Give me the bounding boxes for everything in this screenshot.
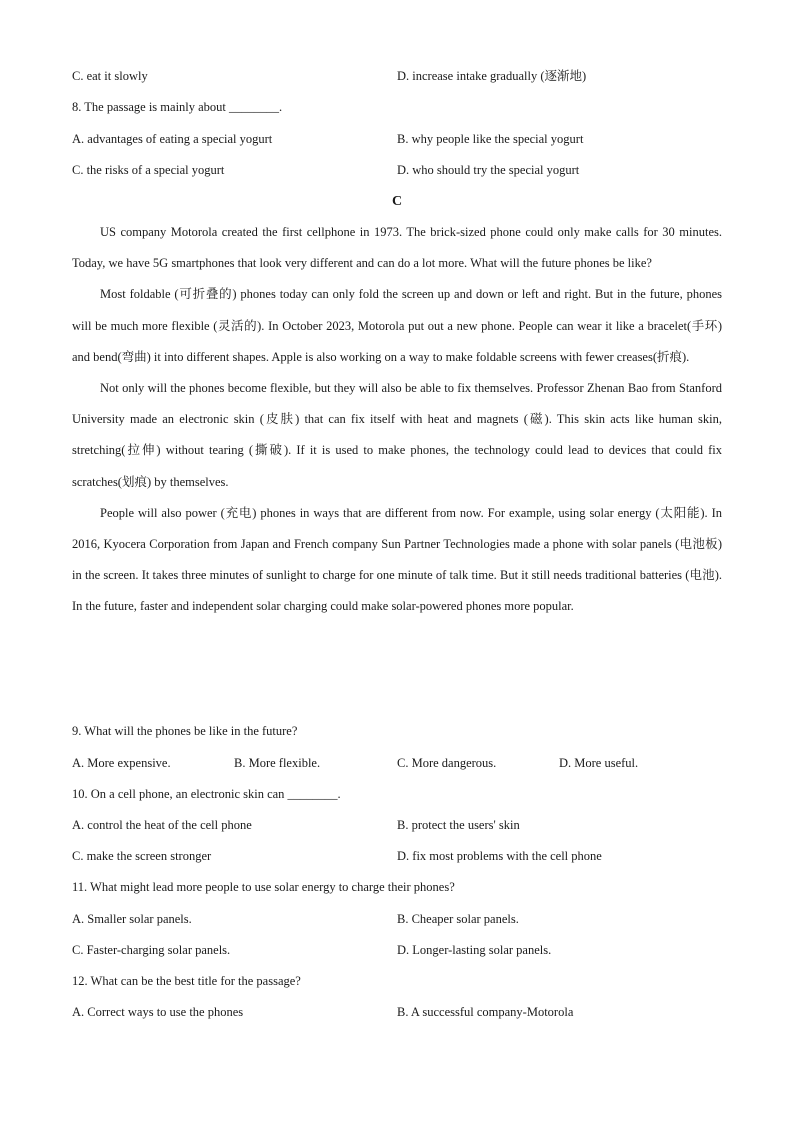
paragraph-4: People will also power (充电) phones in ways that are different from now. For example, using solar energy (太阳能). In 2016, Kyocera Corporation from Japan and French company Sun Partner Technologies made a phone with solar panels (电池板) in the screen. It takes three minutes of sunlight to charge for one minute of talk time. But it still needs traditional batteries (电池). In the future, faster and independent solar charging could make solar-powered phones more popular.	[72, 505, 722, 614]
q12-option-a: A. Correct ways to use the phones	[72, 1005, 244, 1019]
passage	[72, 217, 722, 623]
q8-option-d: D. who should try the special yogurt	[397, 163, 580, 177]
q10-stem: 10. On a cell phone, an electronic skin can ________.	[72, 787, 341, 801]
q10-option-b: B. protect the users' skin	[397, 818, 520, 832]
q7-option-c: C. eat it slowly	[72, 69, 148, 83]
q10-option-a: A. control the heat of the cell phone	[72, 818, 252, 832]
paragraph-1: US company Motorola created the first cellphone in 1973. The brick-sized phone could only make calls for 30 minutes. Today, we have 5G smartphones that look very different and can do a lot more. What will the future phones be like?	[72, 225, 722, 271]
q11-option-c: C. Faster-charging solar panels.	[72, 943, 231, 957]
paragraph-2: Most foldable (可折叠的) phones today can only fold the screen up and down or left and right. But in the future, phones will be much more flexible (灵活的). In October 2023, Motorola put out a new phone. People can wear it like a bracelet(手环) and bend(弯曲) it into different shapes. Apple is also working on a way to make foldable screens with fewer creases(折痕).	[72, 287, 722, 364]
q10-option-d: D. fix most problems with the cell phone	[397, 849, 602, 863]
q12-stem: 12. What can be the best title for the passage?	[72, 974, 301, 988]
q11-stem: 11. What might lead more people to use solar energy to charge their phones?	[72, 880, 455, 894]
q8-stem: 8. The passage is mainly about ________.	[72, 100, 283, 114]
q9-option-a: A. More expensive.	[72, 756, 171, 770]
q9-option-c: C. More dangerous.	[397, 756, 497, 770]
section-heading: C	[391, 194, 403, 209]
q9-stem: 9. What will the phones be like in the future?	[72, 724, 298, 738]
q8-option-c: C. the risks of a special yogurt	[72, 163, 225, 177]
q10-option-c: C. make the screen stronger	[72, 849, 212, 863]
q7-option-d: D. increase intake gradually (逐渐地)	[397, 69, 587, 83]
q9-option-d: D. More useful.	[559, 756, 639, 770]
q11-option-d: D. Longer-lasting solar panels.	[397, 943, 552, 957]
q8-option-b: B. why people like the special yogurt	[397, 132, 584, 146]
paragraph-3: Not only will the phones become flexible, but they will also be able to fix themselves. Professor Zhenan Bao from Stanford University made an electronic skin (皮肤) that can fix itself with heat and magnets (磁). This skin acts like human skin, stretching(拉伸) without tearing (撕破). If it is used to make phones, the technology could lead to devices that could fix scratches(划痕) by themselves.	[72, 381, 722, 489]
q11-option-b: B. Cheaper solar panels.	[397, 912, 519, 926]
q11-option-a: A. Smaller solar panels.	[72, 912, 192, 926]
q9-option-b: B. More flexible.	[234, 756, 321, 770]
q12-option-b: B. A successful company-Motorola	[397, 1005, 574, 1019]
q8-option-a: A. advantages of eating a special yogurt	[72, 132, 273, 146]
